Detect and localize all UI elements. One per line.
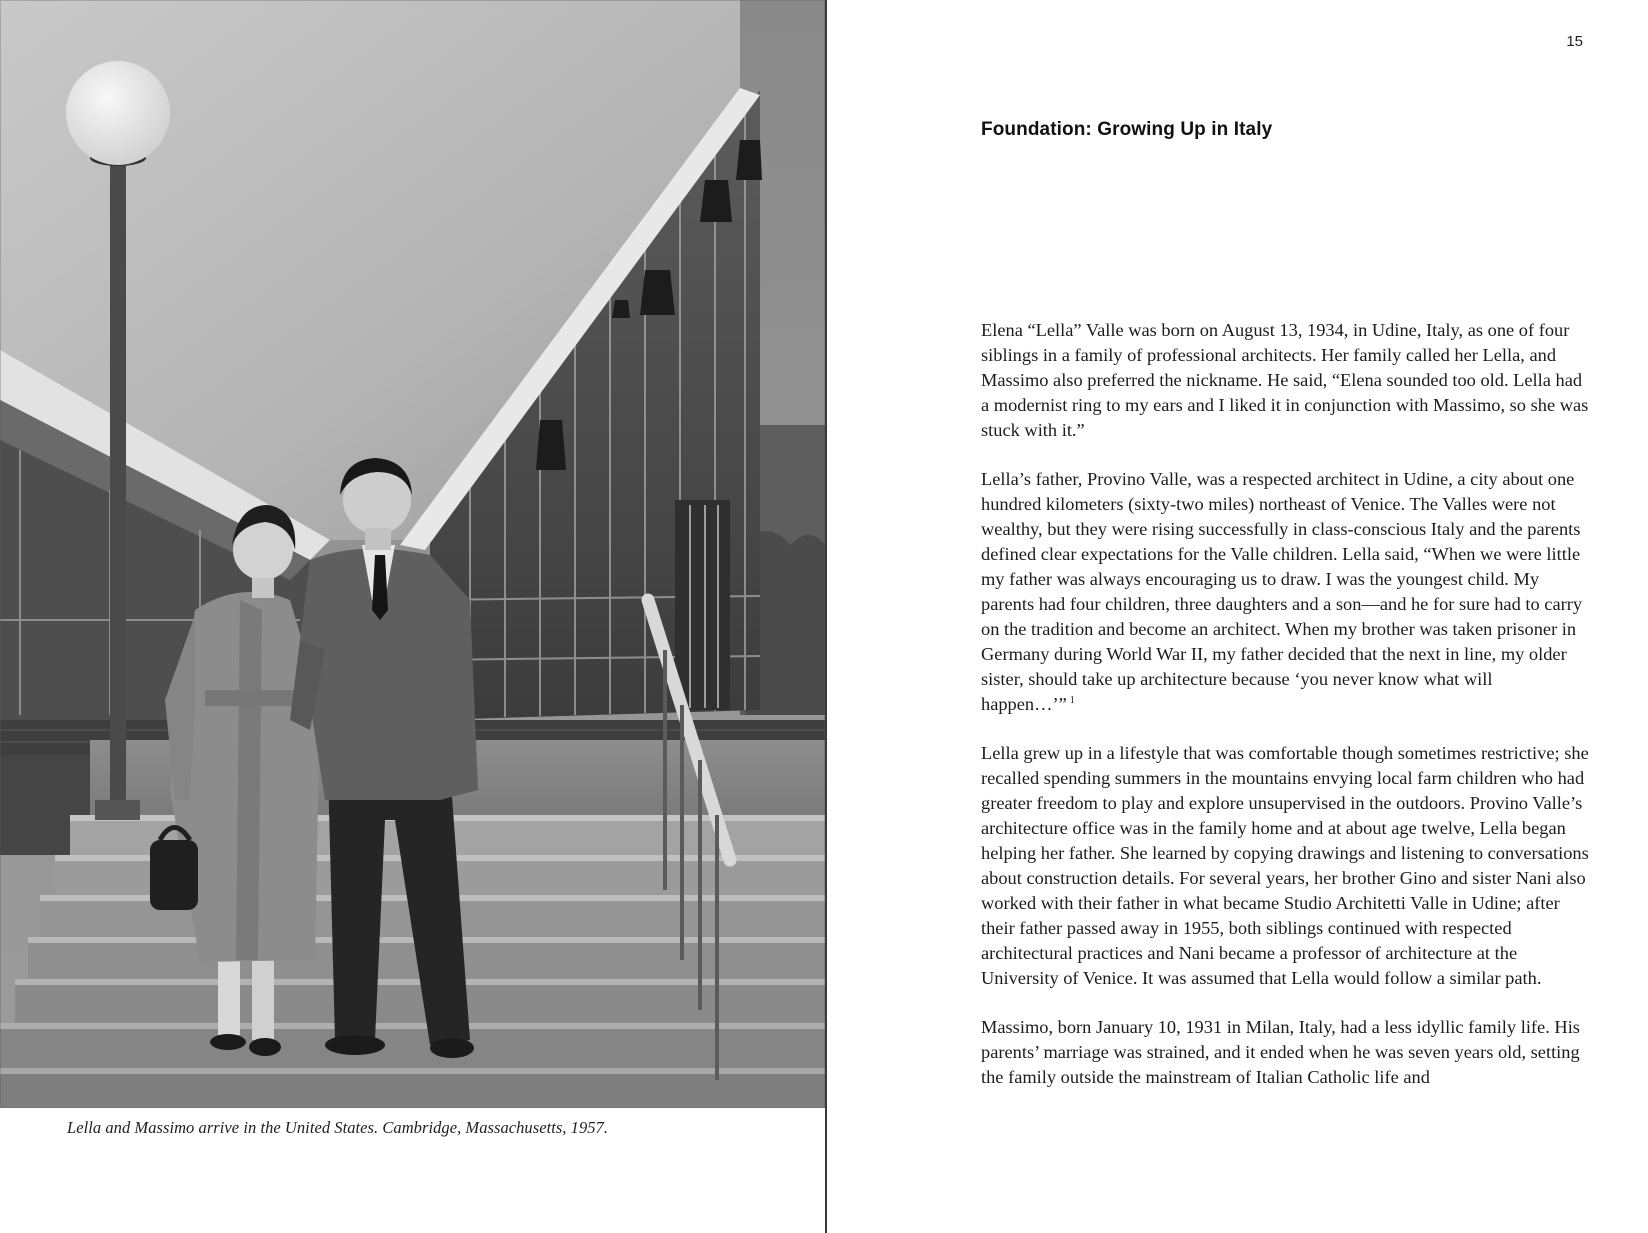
photo-illustration (0, 0, 825, 1108)
body-text (981, 318, 1589, 1114)
paragraph-4: Massimo, born January 10, 1931 in Milan, Italy, had a less idyllic family life. His parents’ marriage was strained, and it ended when he was seven years old, setting the family outside the mainstream of Italian Catholic life and (981, 1017, 1580, 1087)
historical-photograph (0, 0, 825, 1108)
footnote-marker: 1 (1069, 695, 1075, 706)
photo-caption: Lella and Massimo arrive in the United States. Cambridge, Massachusetts, 1957. (67, 1118, 609, 1137)
right-page (827, 0, 1648, 1233)
chapter-title: Foundation: Growing Up in Italy (981, 119, 1273, 140)
paragraph-2-text: Lella’s father, Provino Valle, was a respected architect in Udine, a city about one hundred kilometers (sixty-two miles) northeast of Venice. The Valles were not wealthy, but they were rising successfully in class-conscious Italy and the parents defined clear expectations for the Valle children. Lella said, “When we were little my father was always encouraging us to draw. I was the youngest child. My parents had four children, three daughters and a son—and he for sure had to carry on the tradition and become an architect. When my brother was taken prisoner in Germany during World War II, my father decided that the next in line, my older sister, should take up architecture because ‘you never know what will happen…’” (981, 469, 1583, 714)
paragraph-3: Lella grew up in a lifestyle that was comfortable though sometimes restrictive; she recalled spending summers in the mountains envying local farm children who had greater freedom to play and explore unsupervised in the outdoors. Provino Valle’s architecture office was in the family home and at about age twelve, Lella began helping her father. She learned by copying drawings and listening to conversations about construction details. For several years, her brother Gino and sister Nani also worked with their father in what became Studio Architetti Valle in Udine; after their father passed away in 1955, both siblings continued with respected architectural practices and Nani became a professor of architecture at the University of Venice. It was assumed that Lella would follow a similar path. (981, 743, 1589, 988)
page-number: 15 (1566, 33, 1583, 50)
paragraph-1: Elena “Lella” Valle was born on August 13, 1934, in Udine, Italy, as one of four siblings in a family of professional architects. Her family called her Lella, and Massimo also preferred the nickname. He said, “Elena sounded too old. Lella had a modernist ring to my ears and I liked it in conjunction with Massimo, so she was stuck with it.” (981, 320, 1589, 440)
paragraph-2 (981, 467, 1589, 717)
